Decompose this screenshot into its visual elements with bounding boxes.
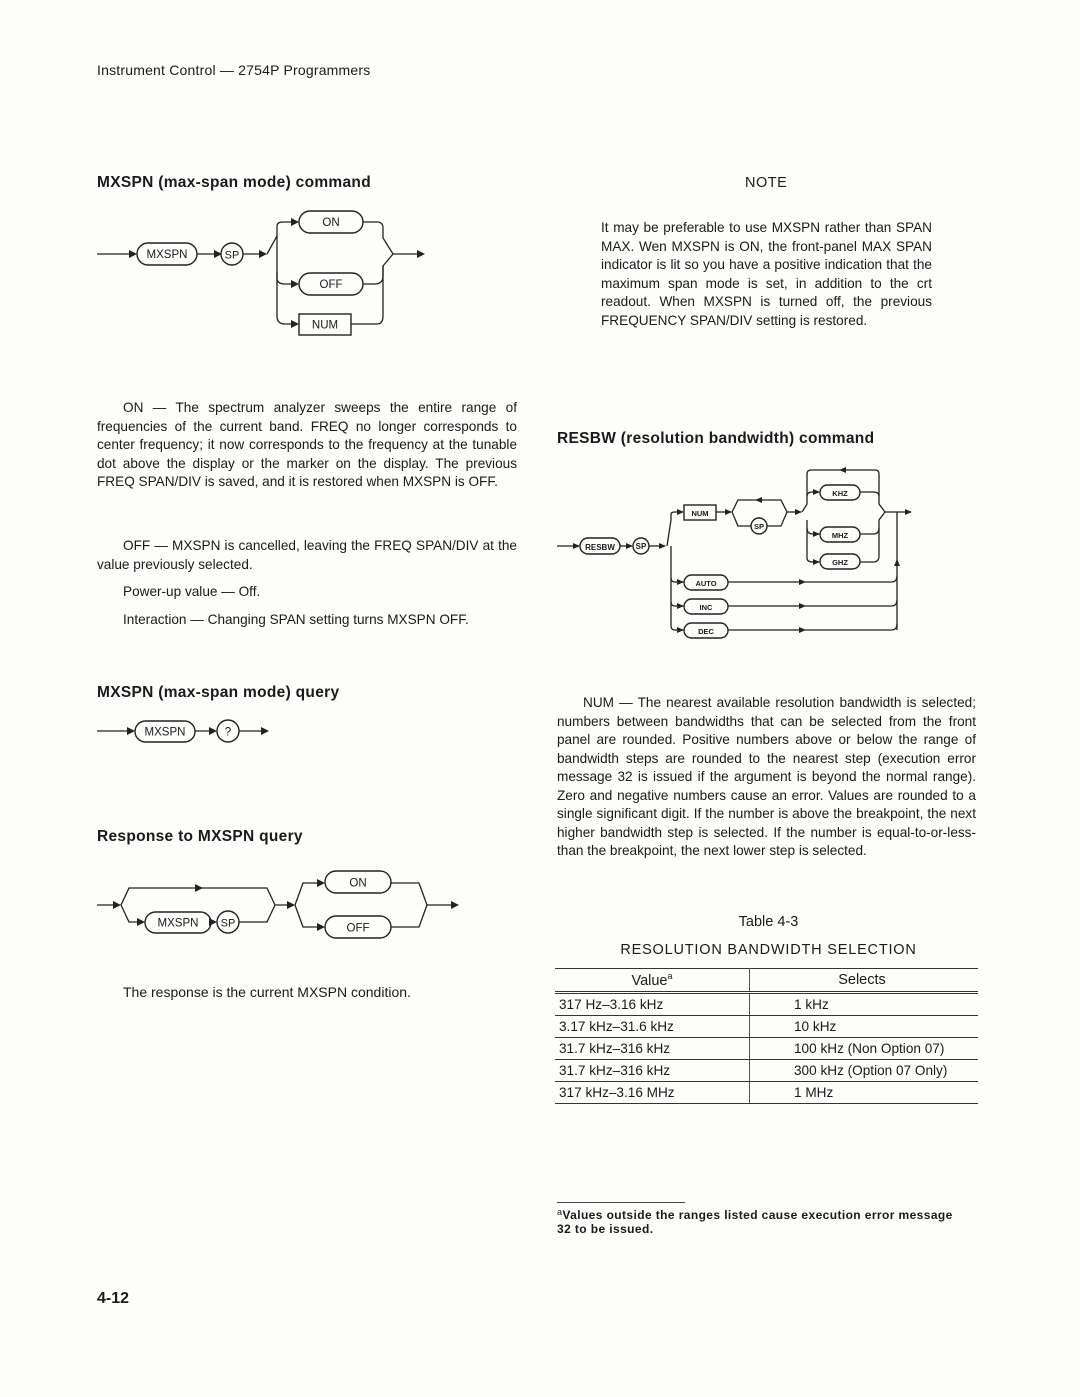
node-mxspn: MXSPN (144, 726, 186, 739)
resbw-command-heading: RESBW (resolution bandwidth) command (557, 430, 875, 447)
node-auto: AUTO (695, 579, 717, 588)
powerup-value (97, 583, 517, 602)
node-num: NUM (311, 319, 339, 332)
mxspn-query-syntax-diagram (95, 714, 295, 748)
column-header-value-label: Value (631, 972, 668, 989)
node-sp: SP (635, 542, 647, 551)
running-header: Instrument Control — 2754P Programmers (97, 62, 371, 78)
footnote-text: Values outside the ranges listed cause execution error message 32 to be issued. (557, 1208, 953, 1236)
table-row (555, 1081, 978, 1103)
value-cell: 317 kHz–3.16 MHz (555, 1081, 750, 1103)
node-off: OFF (346, 922, 370, 935)
resbw-command-syntax-diagram (555, 462, 925, 642)
node-resbw: RESBW (585, 543, 615, 552)
selects-cell: 1 MHz (750, 1081, 979, 1103)
node-off: OFF (319, 279, 343, 291)
footnote-rule (557, 1202, 685, 1203)
footnote-marker: a (667, 971, 673, 981)
note-body: It may be preferable to use MXSPN rather than SPAN MAX. Wen MXSPN is ON, the front-panel MAX SPAN indicator is lit so you have a positive indication that the maximum span mode is set, in addition to the crt readout. When MXSPN is turned off, the previous FREQUENCY SPAN/DIV setting is restored. (601, 220, 932, 328)
mxspn-response-heading: Response to MXSPN query (97, 828, 303, 845)
table-row (555, 1037, 978, 1059)
node-dec: DEC (698, 627, 714, 636)
note-title: NOTE (745, 175, 788, 191)
node-ghz: GHZ (832, 558, 848, 567)
num-description-text: NUM — The nearest available resolution bandwidth is selected; numbers between bandwidths that can be selected from the front panel are rounded. Positive numbers above or below the range of bandwidth steps are rounded to the nearest step (execution error message 32 is issued if the argument is beyond the normal range). Zero and negative numbers cause an error. Values are rounded to a single significant digit. If the number is above the breakpoint, the next higher bandwidth step is selected. If the number is equal-to-or-less-than the breakpoint, the next lower step is selected. (557, 695, 976, 858)
node-on: ON (322, 217, 340, 229)
node-num: NUM (691, 509, 709, 518)
selects-cell: 300 kHz (Option 07 Only) (750, 1059, 979, 1081)
column-header-value (555, 969, 750, 993)
table-row (555, 1059, 978, 1081)
interaction-note-text: Interaction — Changing SPAN setting turns MXSPN OFF. (123, 612, 469, 627)
node-sp: SP (224, 249, 240, 262)
node-khz: KHZ (832, 489, 848, 498)
mxspn-response-syntax-diagram (95, 862, 475, 942)
powerup-value-text: Power-up value — Off. (123, 584, 261, 599)
mxspn-command-heading: MXSPN (max-span mode) command (97, 174, 371, 191)
value-cell: 317 Hz–3.16 kHz (555, 992, 750, 1015)
response-caption: The response is the current MXSPN condition. (123, 984, 411, 1000)
node-inc: INC (699, 603, 713, 612)
column-header-selects: Selects (750, 969, 979, 993)
value-cell: 3.17 kHz–31.6 kHz (555, 1015, 750, 1037)
node-mxspn: MXSPN (157, 917, 199, 930)
on-description (97, 399, 517, 492)
table-row (555, 992, 978, 1015)
node-mhz: MHZ (831, 531, 849, 540)
node-sp: SP (220, 917, 236, 930)
value-cell: 31.7 kHz–316 kHz (555, 1037, 750, 1059)
off-description (97, 537, 517, 574)
page-number: 4-12 (97, 1290, 130, 1307)
resolution-bandwidth-table (555, 968, 978, 1104)
footnote-mark: a (557, 1207, 563, 1217)
table-header-row (555, 969, 978, 993)
num-description (557, 694, 976, 861)
table-number: Table 4-3 (738, 914, 799, 930)
table-title: RESOLUTION BANDWIDTH SELECTION (620, 942, 917, 958)
on-description-text: ON — The spectrum analyzer sweeps the entire range of frequencies of the current band. FREQ no longer corresponds to center frequency; it now corresponds to the frequency at the tunable dot above the display or the marker on the display. The previous FREQ SPAN/DIV is saved, and it is restored when MXSPN is OFF. (97, 400, 517, 489)
mxspn-query-heading: MXSPN (max-span mode) query (97, 684, 340, 701)
selects-cell: 1 kHz (750, 992, 979, 1015)
selects-cell: 100 kHz (Non Option 07) (750, 1037, 979, 1059)
off-description-text: OFF — MXSPN is cancelled, leaving the FREQ SPAN/DIV at the value previously selected. (97, 538, 517, 572)
node-question: ? (224, 726, 232, 739)
value-cell: 31.7 kHz–316 kHz (555, 1059, 750, 1081)
interaction-note (97, 611, 517, 630)
node-mxspn: MXSPN (146, 249, 188, 261)
node-on: ON (349, 877, 367, 890)
mxspn-command-syntax-diagram (95, 200, 445, 350)
selects-cell: 10 kHz (750, 1015, 979, 1037)
table-row (555, 1015, 978, 1037)
node-sp-2: SP (753, 522, 765, 531)
table-footnote (557, 1205, 957, 1236)
